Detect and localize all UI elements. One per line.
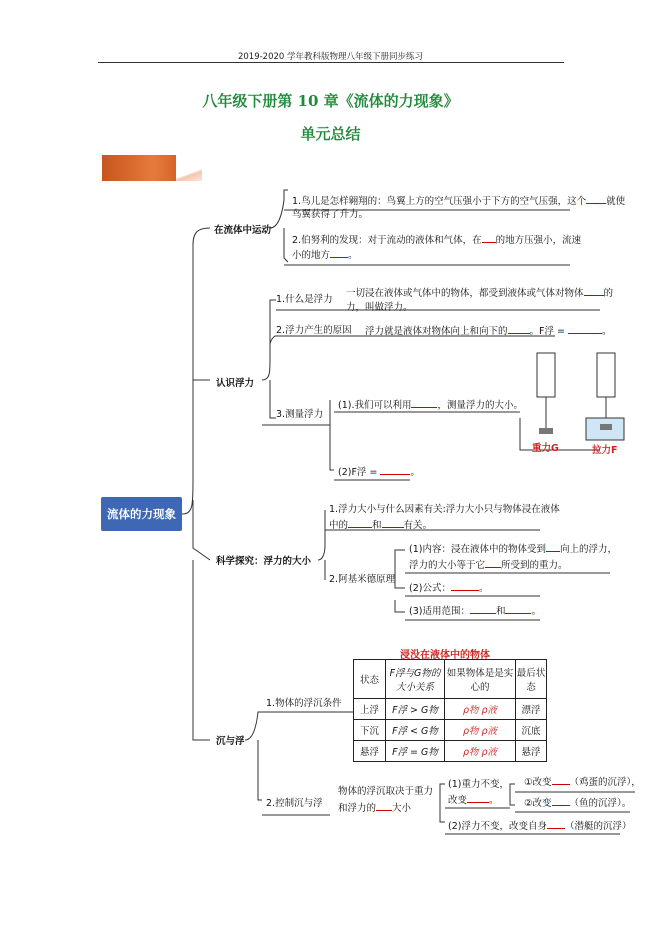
- measure-buoyancy-label: 3.测量浮力: [276, 409, 324, 420]
- float-condition-table: [353, 659, 547, 762]
- blank: [547, 818, 565, 829]
- archimedes-formula: (2)公式： 。: [409, 580, 488, 597]
- blank: [451, 580, 479, 591]
- gravity-unchanged-line2: 改变 。: [448, 792, 499, 809]
- blank: [552, 795, 570, 806]
- change-option-egg: ①改变 （鸡蛋的沉浮），: [524, 774, 641, 791]
- control-sink-float-label: 2.控制沉与浮: [266, 798, 323, 809]
- state-cell: 下沉: [354, 720, 386, 741]
- state-cell: 悬浮: [354, 741, 386, 762]
- final-state-cell: 沉底: [516, 720, 547, 741]
- change-option-fish: ②改变 （鱼的沉浮）。: [524, 795, 631, 812]
- blank: [584, 285, 604, 296]
- spring-scale-figure: [520, 353, 624, 450]
- page-subtitle: 单元总结: [300, 125, 361, 143]
- buoyancy-factors-line2: 中的 和 有关。: [329, 517, 432, 534]
- bird-flight-line1: 1.鸟儿是怎样翱翔的：鸟翼上方的空气压强小于下方的空气压强，这个 就使: [292, 193, 625, 210]
- branch-label-buoyancy: 认识浮力: [216, 378, 255, 389]
- header-cell: F浮与G物的大小关系: [386, 660, 445, 699]
- relation-cell: F浮 < G物: [386, 720, 445, 741]
- buoyancy-factors-line1: 1.浮力大小与什么因素有关:浮力大小只与物体浸在液体: [329, 504, 560, 515]
- state-cell: 上浮: [354, 699, 386, 720]
- archimedes-content-line2: 浮力的大小等于它 所受到的重力。: [409, 557, 568, 574]
- density-cell: ρ物 ρ液: [445, 699, 516, 720]
- archimedes-label: 2.阿基米德原理: [329, 574, 396, 585]
- table-row: [354, 741, 547, 762]
- blank: [568, 323, 602, 334]
- buoyancy-cause-label: 2.浮力产生的原因: [276, 325, 352, 336]
- blank: [586, 193, 606, 204]
- blank: [411, 397, 437, 408]
- gravity-unchanged-line1: (1)重力不变，: [448, 779, 509, 790]
- header-cell: 最后状态: [516, 660, 547, 699]
- branch-label-motion: 在流体中运动: [214, 225, 272, 236]
- archimedes-scope: (3)适用范围： 和 。: [409, 603, 541, 620]
- table-row: [354, 699, 547, 720]
- buoyancy-definition-line1: 一切浸在液体或气体中的物体，都受到液体或气体对物体 的: [346, 285, 613, 302]
- relation-cell: F浮 > G物: [386, 699, 445, 720]
- bernoulli-line2: 小的地方 。: [292, 247, 358, 264]
- blank: [470, 603, 496, 614]
- buoyancy-unchanged: (2)浮力不变，改变自身 （潜艇的沉浮）: [448, 818, 631, 835]
- density-cell: ρ物 ρ液: [445, 741, 516, 762]
- blank: [376, 800, 392, 811]
- blank: [482, 232, 496, 243]
- blank: [380, 464, 410, 475]
- blank: [505, 603, 531, 614]
- table-header-row: [354, 660, 547, 699]
- final-state-cell: 漂浮: [516, 699, 547, 720]
- control-depends-line1: 物体的浮沉取决于重力: [338, 786, 434, 797]
- measure-method: (1).我们可以利用 ，测量浮力的大小。: [338, 397, 523, 414]
- table-row: [354, 720, 547, 741]
- blank: [348, 517, 372, 528]
- what-is-buoyancy-label: 1.什么是浮力: [276, 294, 333, 305]
- blank: [508, 323, 530, 334]
- final-state-cell: 悬浮: [516, 741, 547, 762]
- bernoulli-line1: 2.伯努利的发现：对于流动的液体和气体，在 的地方压强小，流速: [292, 232, 581, 249]
- archimedes-content-line1: (1)内容：浸在液体中的物体受到 向上的浮力，: [409, 541, 617, 558]
- page-title: 八年级下册第 10 章《流体的力现象》: [202, 92, 459, 110]
- branch-label-experiment: 科学探究：浮力的大小: [216, 556, 312, 567]
- figure-label-gravity: 重力G: [532, 443, 559, 454]
- bird-flight-line2: 鸟翼获得了升力。: [292, 209, 369, 220]
- measure-formula: (2)F浮 = 。: [338, 464, 420, 481]
- blank: [382, 517, 404, 528]
- buoyancy-definition-line2: 力，叫做浮力。: [346, 302, 413, 313]
- root-node: 流体的力现象: [101, 497, 182, 531]
- buoyancy-cause-text: 浮力就是液体对物体向上和向下的 。F浮 = 。: [365, 323, 612, 340]
- figure-label-tension: 拉力F: [592, 445, 618, 456]
- table-title: 浸没在液体中的物体: [400, 650, 490, 661]
- branch-label-sink-float: 沉与浮: [216, 736, 245, 747]
- blank: [546, 541, 560, 552]
- relation-cell: F浮 = G物: [386, 741, 445, 762]
- blank: [552, 774, 570, 785]
- page-header: 2019-2020 学年教科版物理八年级下册同步练习: [237, 52, 424, 62]
- blank: [467, 792, 489, 803]
- blank: [330, 247, 348, 258]
- control-depends-line2: 和浮力的 大小: [338, 800, 411, 817]
- header-cell: 状态: [354, 660, 386, 699]
- blank: [485, 557, 501, 568]
- float-condition-label: 1.物体的浮沉条件: [266, 698, 342, 709]
- header-cell: 如果物体是是实心的: [445, 660, 516, 699]
- density-cell: ρ物 ρ液: [445, 720, 516, 741]
